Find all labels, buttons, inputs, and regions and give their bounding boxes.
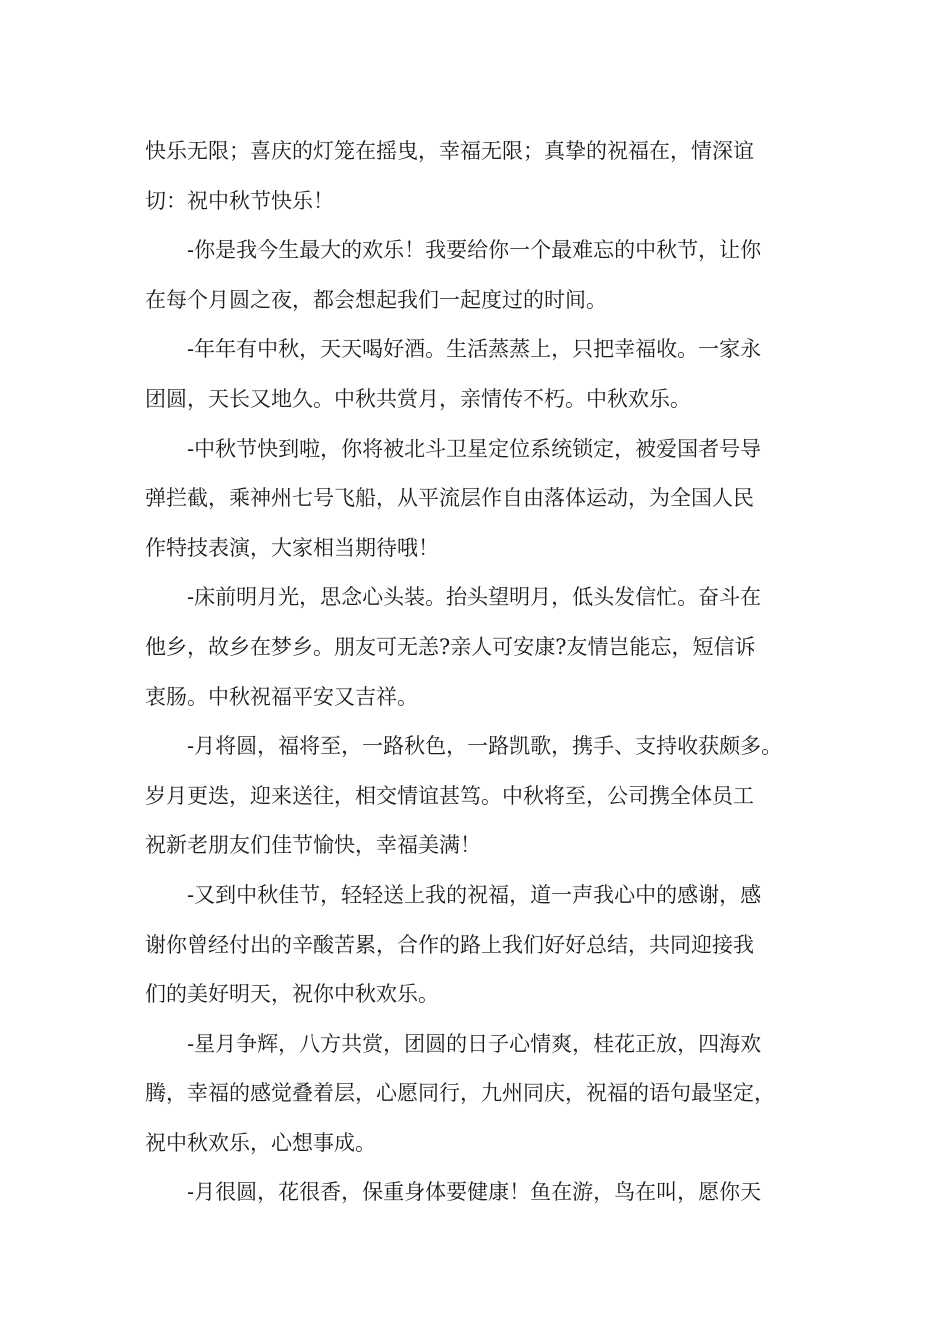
text-line: 在每个月圆之夜，都会想起我们一起度过的时间。 (145, 287, 607, 312)
text-line: 他乡，故乡在梦乡。朋友可无恙?亲人可安康?友情岂能忘，短信诉 (145, 634, 756, 659)
paragraph (145, 425, 835, 574)
text-line: 祝新老朋友们佳节愉快，幸福美满！ (145, 833, 481, 858)
paragraph (145, 226, 835, 325)
text-line: 作特技表演，大家相当期待哦！ (145, 535, 439, 560)
body-text (145, 127, 835, 1218)
paragraph (145, 127, 835, 226)
paragraph (145, 1168, 835, 1218)
text-line: -月很圆，花很香，保重身体要健康！鱼在游，鸟在叫，愿你天 (187, 1180, 762, 1205)
text-line: 弹拦截，乘神州七号飞船，从平流层作自由落体运动，为全国人民 (145, 486, 754, 511)
text-line: 快乐无限；喜庆的灯笼在摇曳，幸福无限；真挚的祝福在，情深谊 (145, 139, 754, 163)
text-line: -年年有中秋，天天喝好酒。生活蒸蒸上，只把幸福收。一家永 (187, 337, 762, 362)
text-line: -又到中秋佳节，轻轻送上我的祝福，道一声我心中的感谢，感 (187, 882, 762, 907)
paragraph (145, 871, 835, 1020)
text-line: 谢你曾经付出的辛酸苦累，合作的路上我们好好总结，共同迎接我 (145, 932, 754, 957)
text-line: -星月争辉，八方共赏，团圆的日子心情爽，桂花正放，四海欢 (187, 1031, 762, 1056)
text-line: -你是我今生最大的欢乐！我要给你一个最难忘的中秋节，让你 (187, 238, 762, 263)
paragraph (145, 722, 835, 871)
paragraph (145, 1020, 835, 1169)
text-line: -床前明月光，思念心头装。抬头望明月，低头发信忙。奋斗在 (187, 585, 762, 610)
text-line: 衷肠。中秋祝福平安又吉祥。 (145, 684, 418, 709)
text-line: 团圆，天长又地久。中秋共赏月，亲情传不朽。中秋欢乐。 (145, 386, 691, 411)
text-line: 们的美好明天，祝你中秋欢乐。 (145, 982, 439, 1007)
text-line: 祝中秋欢乐，心想事成。 (145, 1130, 376, 1155)
text-line: -中秋节快到啦，你将被北斗卫星定位系统锁定，被爱国者号导 (187, 436, 762, 461)
text-line: 腾，幸福的感觉叠着层，心愿同行，九州同庆，祝福的语句最坚定， (145, 1081, 775, 1106)
paragraph (145, 325, 835, 424)
text-line: -月将圆，福将至，一路秋色，一路凯歌，携手、支持收获颇多。 (187, 734, 783, 759)
paragraph (145, 573, 835, 722)
text-line: 切：祝中秋节快乐！ (145, 188, 334, 213)
text-line: 岁月更迭，迎来送往，相交情谊甚笃。中秋将至，公司携全体员工 (145, 783, 754, 808)
